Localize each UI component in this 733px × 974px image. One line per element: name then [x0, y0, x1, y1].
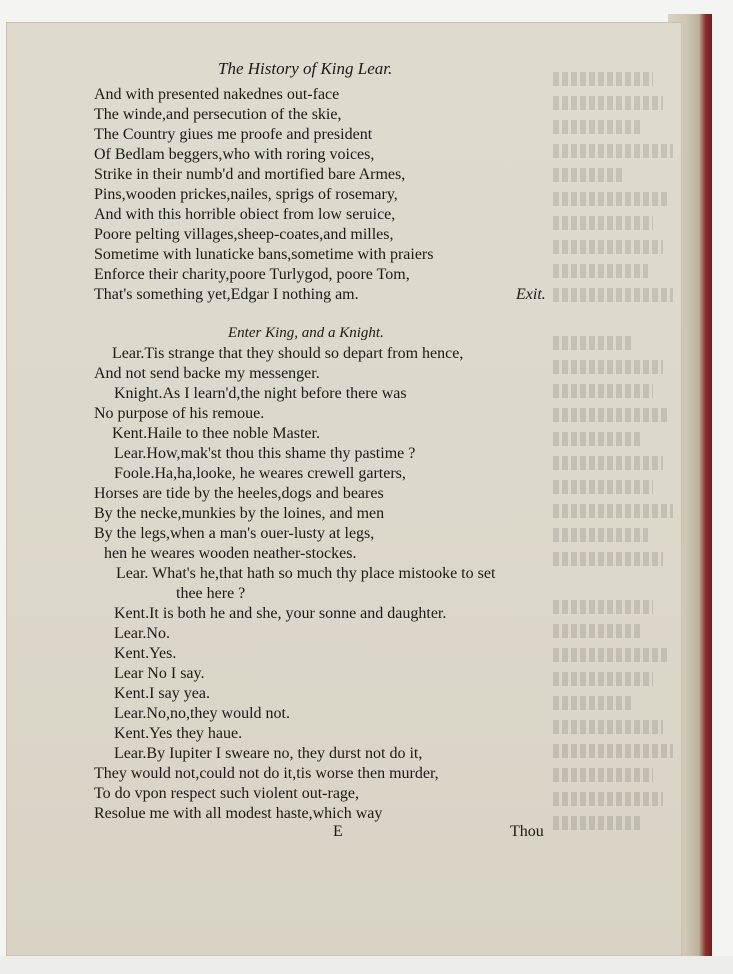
book-page: [6, 22, 682, 956]
verse-line: And with presented nakednes out-face: [94, 86, 340, 103]
signature-mark: E: [333, 823, 343, 840]
verse-line: Of Bedlam beggers,who with roring voices,: [94, 146, 375, 163]
dialogue-line: By the necke,munkies by the loines, and men: [94, 505, 385, 522]
dialogue-line: No purpose of his remoue.: [94, 405, 265, 422]
dialogue-line: Kent.Yes they haue.: [114, 725, 243, 742]
dialogue-line: Kent.I say yea.: [114, 685, 210, 702]
dialogue-line: To do vpon respect such violent out-rage,: [94, 785, 360, 802]
verse-line: Pins,wooden prickes,nailes, sprigs of rosemary,: [94, 186, 398, 203]
dialogue-line: And not send backe my messenger.: [94, 365, 320, 382]
dialogue-line: Kent.Haile to thee noble Master.: [112, 425, 320, 442]
verse-line: Strike in their numb'd and mortified bare Armes,: [94, 166, 406, 183]
verse-line: The winde,and persecution of the skie,: [94, 106, 342, 123]
scan-background-bottom: [0, 956, 733, 974]
dialogue-line: Lear No I say.: [114, 665, 205, 682]
dialogue-line: Foole.Ha,ha,looke, he weares crewell garters,: [114, 465, 406, 482]
dialogue-line: Lear. What's he,that hath so much thy place mistooke to set: [116, 565, 496, 582]
dialogue-line: Lear.Tis strange that they should so depart from hence,: [112, 345, 464, 362]
verse-line: Poore pelting villages,sheep-coates,and milles,: [94, 226, 394, 243]
dialogue-line: Knight.As I learn'd,the night before there was: [114, 385, 407, 402]
dialogue-line: Kent.Yes.: [114, 645, 177, 662]
dialogue-line: Horses are tide by the heeles,dogs and beares: [94, 485, 384, 502]
page-text: [6, 22, 682, 956]
dialogue-line: Resolue me with all modest haste,which way: [94, 805, 383, 822]
verse-line: Enforce their charity,poore Turlygod, poore Tom,: [94, 266, 410, 283]
dialogue-line: Lear.How,mak'st thou this shame thy pastime ?: [114, 445, 416, 462]
verse-line: Sometime with lunaticke bans,sometime with praiers: [94, 246, 434, 263]
stage-direction-exit: Exit.: [516, 286, 546, 303]
running-title: The History of King Lear.: [218, 59, 393, 78]
dialogue-line: Kent.It is both he and she, your sonne and daughter.: [114, 605, 447, 622]
dialogue-line: By the legs,when a man's ouer-lusty at legs,: [94, 525, 375, 542]
dialogue-line: thee here ?: [176, 585, 246, 602]
dialogue-line: Lear.No.: [114, 625, 170, 642]
verse-line: The Country giues me proofe and president: [94, 126, 373, 143]
verse-line: And with this horrible obiect from low seruice,: [94, 206, 396, 223]
dialogue-line: Lear.No,no,they would not.: [114, 705, 290, 722]
stage-direction-entrance: Enter King, and a Knight.: [228, 325, 384, 341]
dialogue-line: Lear.By Iupiter I sweare no, they durst not do it,: [114, 745, 423, 762]
verse-line: That's something yet,Edgar I nothing am.: [94, 286, 359, 303]
catchword: Thou: [510, 823, 544, 840]
dialogue-line: hen he weares wooden neather-stockes.: [104, 545, 357, 562]
dialogue-line: They would not,could not do it,tis worse then murder,: [94, 765, 439, 782]
